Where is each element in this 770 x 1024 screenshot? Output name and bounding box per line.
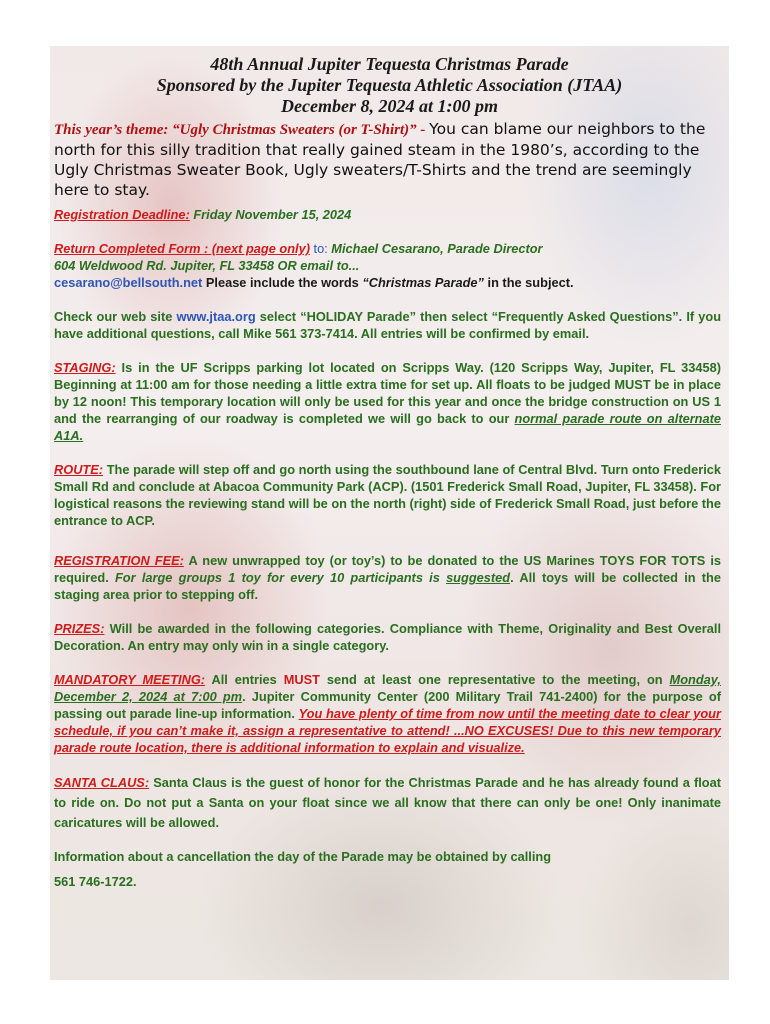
staging-text: Is in the UF Scripps parking lot located on Scripps Way. (120 Scripps Way, Jupiter, FL 33458) Beginning at 11:00 am for those needing a little extra time for set up. All floats to be judged MUST be in place by 12 noon! This temporary location will only be used for this year and once the bridge construction on US 1 and the rearranging of our roadway is completed we will go back to our bbox=[54, 360, 721, 426]
theme-lead: This year’s theme: “Ugly Christmas Sweaters (or T-Shirt)” - bbox=[54, 122, 430, 138]
santa-text: Santa Claus is the guest of honor for the Christmas Parade and he has already found a float to ride on. Do not put a Santa on your float since we all know that there can only be one! Only inanimate caricatures will be allowed. bbox=[54, 775, 721, 830]
flyer-content bbox=[50, 54, 729, 894]
route-label: ROUTE: bbox=[54, 462, 104, 477]
title-line-3: December 8, 2024 at 1:00 pm bbox=[281, 96, 498, 116]
cancellation-phone: 561 746-1722. bbox=[54, 874, 137, 889]
website-text-b: select “HOLIDAY Parade” then select “Frequently Asked Questions”. If you have additional questions, call Mike 561 373-7414. All entries will be confirmed by email. bbox=[54, 309, 722, 341]
fee-text-b: For large groups 1 toy for every 10 participants is bbox=[114, 570, 447, 585]
route-text: The parade will step off and go north using the southbound lane of Central Blvd. Turn onto Frederick Small Rd and conclude at Abacoa Community Park (ACP). (1501 Frederick Small Road, Jupiter, FL 33458). For logistical reasons the reviewing stand will be on the north (right) side of Frederick Small Road, just before the entrance to ACP. bbox=[54, 462, 721, 528]
website-text-a: Check our web site bbox=[54, 309, 177, 324]
registration-fee-paragraph bbox=[54, 552, 721, 603]
route-paragraph bbox=[54, 461, 721, 529]
meeting-date: Monday, December 2, 2024 at 7:00 pm bbox=[54, 672, 721, 704]
website-link[interactable]: www.jtaa.org bbox=[176, 309, 256, 324]
return-form-label: Return Completed Form : (next page only) bbox=[54, 241, 310, 256]
title-line-2: Sponsored by the Jupiter Tequesta Athletic Association (JTAA) bbox=[156, 75, 623, 95]
fee-text-c: suggested bbox=[446, 570, 511, 585]
title-line-1: 48th Annual Jupiter Tequesta Christmas Parade bbox=[210, 54, 569, 74]
fee-text-a: A new unwrapped toy (or toy’s) to be donated to the US Marines TOYS FOR TOTS is required. bbox=[54, 553, 722, 585]
meeting-text-b: send at least one representative to the meeting, on bbox=[319, 672, 670, 687]
theme-text: You can blame our neighbors to the north for this silly tradition that really gained steam in the 1980’s, according to the Ugly Christmas Sweater Book, Ugly sweaters/T-Shirts and the trend are seemingly here to stay. bbox=[54, 120, 706, 199]
registration-deadline bbox=[54, 206, 721, 223]
theme-paragraph bbox=[54, 119, 723, 200]
meeting-label: MANDATORY MEETING: bbox=[54, 672, 206, 687]
subject-note-c: in the subject. bbox=[483, 275, 574, 290]
deadline-value: Friday November 15, 2024 bbox=[189, 207, 352, 222]
staging-paragraph bbox=[54, 359, 721, 444]
cancellation-line-1: Information about a cancellation the day of the Parade may be obtained by calling bbox=[54, 849, 552, 864]
website-paragraph bbox=[54, 308, 721, 342]
fee-label: REGISTRATION FEE: bbox=[54, 553, 184, 568]
flyer-page bbox=[50, 46, 729, 980]
return-form-block bbox=[54, 240, 721, 291]
meeting-must: MUST bbox=[283, 672, 320, 687]
prizes-text: Will be awarded in the following categories. Compliance with Theme, Originality and Best Overall Decoration. An entry may only win in a single category. bbox=[54, 621, 721, 653]
fee-text-d: . All toys will be collected in the staging area prior to stepping off. bbox=[54, 570, 721, 602]
staging-normal-route: normal parade route on alternate A1A. bbox=[54, 411, 721, 443]
director-name: Michael Cesarano, Parade Director bbox=[331, 241, 543, 256]
meeting-warning: You have plenty of time from now until the meeting date to clear your schedule, if you can’t make it, assign a representative to attend! ...NO EXCUSES! Due to this new temporary parade route location, there is additional information to explain and visualize. bbox=[54, 706, 721, 755]
subject-note-b: “Christmas Parade” bbox=[362, 275, 484, 290]
meeting-text-a: All entries bbox=[205, 672, 284, 687]
mailing-address: 604 Weldwood Rd. Jupiter, FL 33458 OR email to... bbox=[54, 258, 360, 273]
flyer-title bbox=[50, 54, 729, 117]
prizes-label: PRIZES: bbox=[54, 621, 105, 636]
return-form-to: to: bbox=[309, 241, 332, 256]
director-email-link[interactable]: cesarano@bellsouth.net bbox=[54, 275, 203, 290]
meeting-text-c: . Jupiter Community Center (200 Military Trail 741-2400) for the purpose of passing out parade line-up information. bbox=[54, 689, 721, 721]
santa-paragraph bbox=[54, 773, 721, 833]
deadline-label: Registration Deadline: bbox=[54, 207, 190, 222]
staging-label: STAGING: bbox=[54, 360, 116, 375]
prizes-paragraph bbox=[54, 620, 721, 654]
santa-label: SANTA CLAUS: bbox=[54, 775, 150, 790]
meeting-paragraph bbox=[54, 671, 721, 756]
cancellation-info bbox=[54, 844, 721, 894]
subject-note-a: Please include the words bbox=[202, 275, 363, 290]
